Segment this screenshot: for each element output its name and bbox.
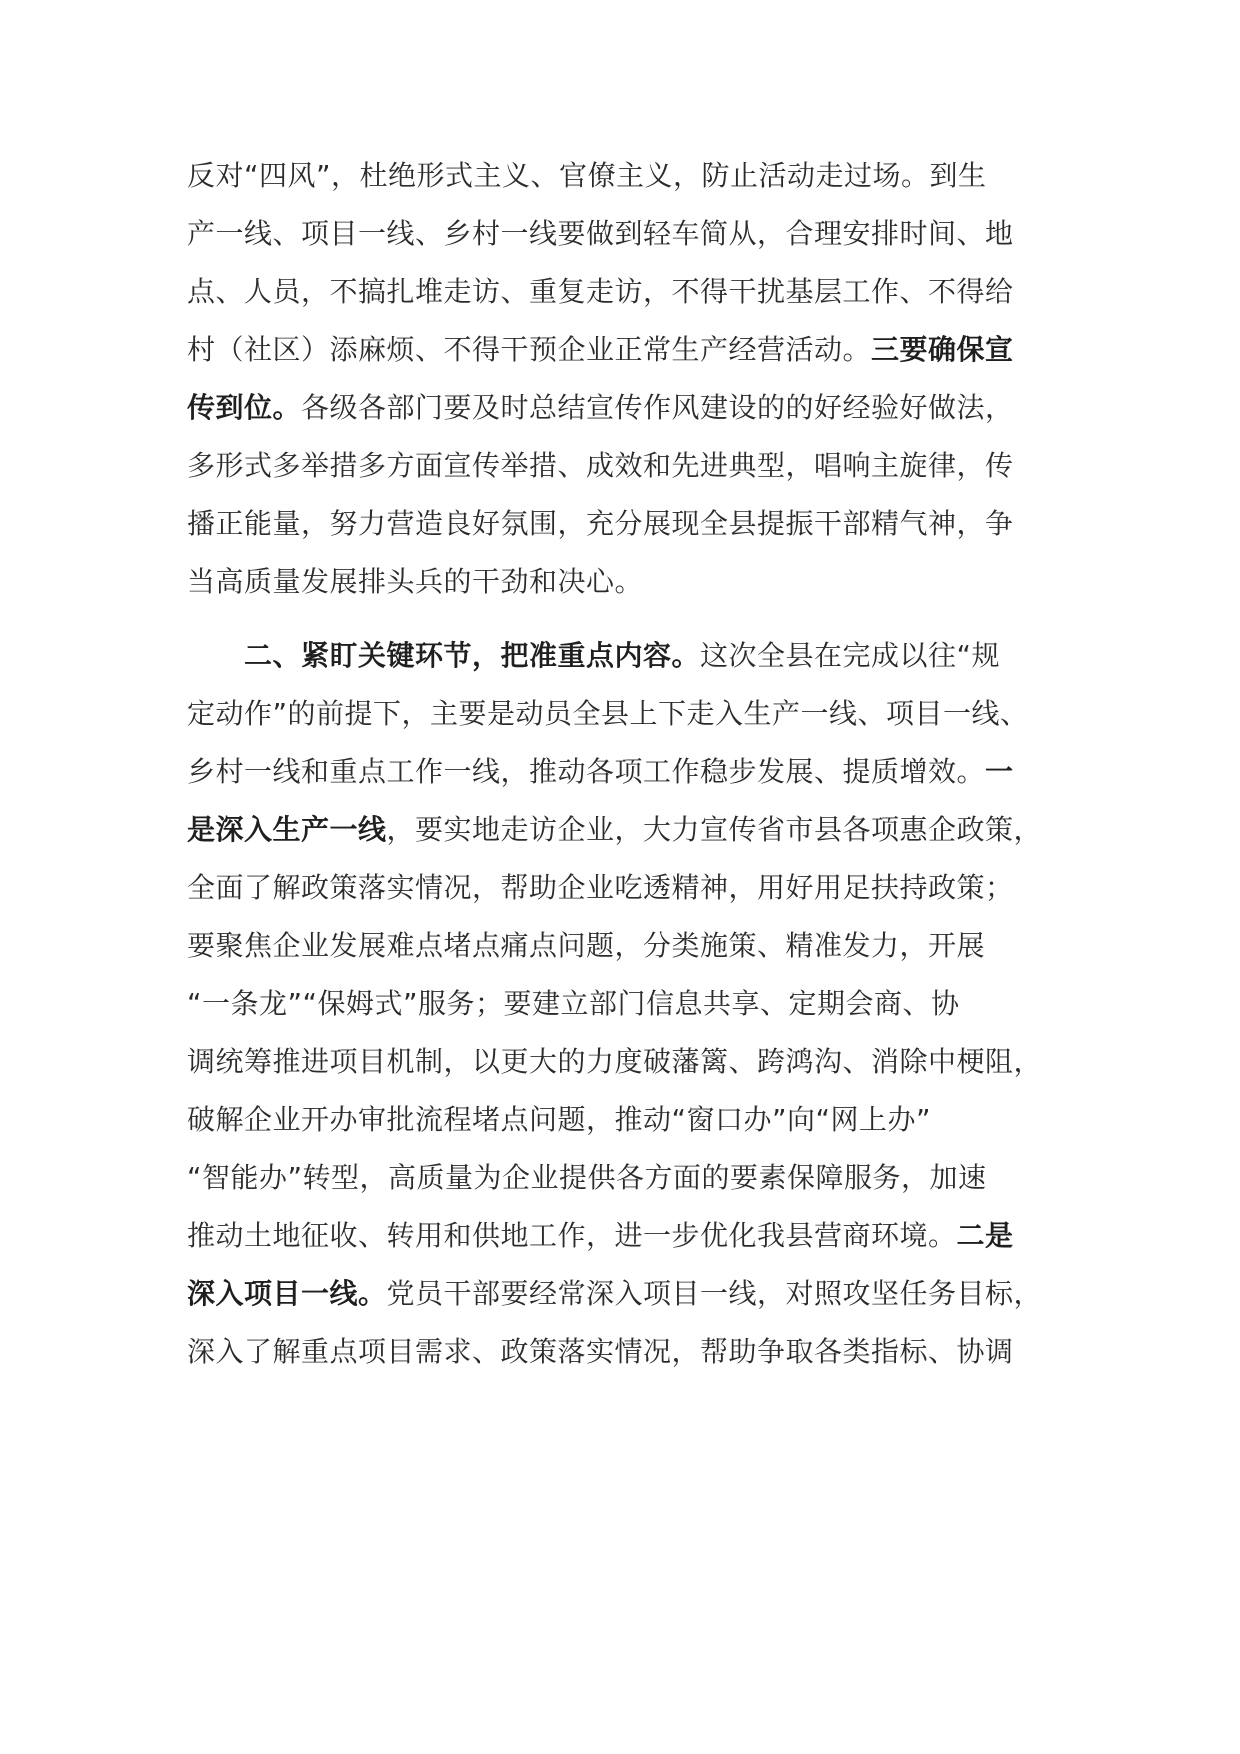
text-line <box>187 1042 1077 1082</box>
text-run: 党员干部要经常深入项目一线，对照攻坚任务目标， <box>386 1277 1043 1310</box>
text-run: 各级各部门要及时总结宣传作风建设的的好经验好做法， <box>301 391 1014 424</box>
text-line <box>187 156 1077 196</box>
bold-run: 是深入生产一线 <box>187 813 387 846</box>
text-line <box>187 636 1077 676</box>
text-line <box>187 868 1077 908</box>
text-line <box>187 752 1077 792</box>
bold-run: 二是 <box>956 1219 1014 1252</box>
bold-run: 深入项目一线。 <box>187 1277 387 1310</box>
text-line <box>187 926 1077 966</box>
text-run: 全面了解政策落实情况，帮助企业吃透精神，用好用足扶持政策； <box>187 871 1014 904</box>
bold-run: 三要确保宣 <box>871 333 1014 366</box>
bold-run: 传到位。 <box>187 391 302 424</box>
text-run: 多形式多举措多方面宣传举措、成效和先进典型，唱响主旋律，传 <box>187 449 1014 482</box>
text-line <box>187 1158 1077 1198</box>
text-run: 乡村一线和重点工作一线，推动各项工作稳步发展、提质增效。 <box>187 755 986 788</box>
text-run: 产一线、项目一线、乡村一线要做到轻车简从，合理安排时间、地 <box>187 217 1014 250</box>
section-heading: 二、紧盯关键环节，把准重点内容。 <box>187 639 701 672</box>
text-run: ，要实地走访企业，大力宣传省市县各项惠企政策， <box>386 813 1043 846</box>
text-run: 定动作”的前提下，主要是动员全县上下走入生产一线、项目一线、 <box>187 697 1029 730</box>
text-line <box>187 388 1077 428</box>
text-line <box>187 446 1077 486</box>
text-line <box>187 330 1077 370</box>
text-line <box>187 272 1077 312</box>
text-line <box>187 214 1077 254</box>
text-run: 要聚焦企业发展难点堵点痛点问题，分类施策、精准发力，开展 <box>187 929 986 962</box>
text-run: “一条龙”“保姆式”服务；要建立部门信息共享、定期会商、协 <box>187 987 960 1020</box>
text-line <box>187 984 1077 1024</box>
text-run: 播正能量，努力营造良好氛围，充分展现全县提振干部精气神，争 <box>187 507 1014 540</box>
text-line <box>187 810 1077 850</box>
text-line <box>187 1100 1077 1140</box>
text-run: 点、人员，不搞扎堆走访、重复走访，不得干扰基层工作、不得给 <box>187 275 1014 308</box>
text-run: 村（社区）添麻烦、不得干预企业正常生产经营活动。 <box>187 333 872 366</box>
text-line <box>187 504 1077 544</box>
text-run: 反对“四风”，杜绝形式主义、官僚主义，防止活动走过场。到生 <box>187 159 987 192</box>
text-run: 破解企业开办审批流程堵点问题，推动“窗口办”向“网上办” <box>187 1103 932 1136</box>
text-run: 调统筹推进项目机制，以更大的力度破藩篱、跨鸿沟、消除中梗阻， <box>187 1045 1043 1078</box>
text-run: 推动土地征收、转用和供地工作，进一步优化我县营商环境。 <box>187 1219 957 1252</box>
text-line <box>187 1274 1077 1314</box>
text-run: “智能办”转型，高质量为企业提供各方面的要素保障服务，加速 <box>187 1161 987 1194</box>
text-line <box>187 1332 1077 1372</box>
text-line <box>187 694 1077 734</box>
bold-run: 一 <box>985 755 1014 788</box>
text-line <box>187 1216 1077 1256</box>
text-run: 当高质量发展排头兵的干劲和决心。 <box>187 565 644 598</box>
text-run: 深入了解重点项目需求、政策落实情况，帮助争取各类指标、协调 <box>187 1335 1014 1368</box>
text-line <box>187 562 1077 602</box>
text-run: 这次全县在完成以往“规 <box>700 639 1001 672</box>
